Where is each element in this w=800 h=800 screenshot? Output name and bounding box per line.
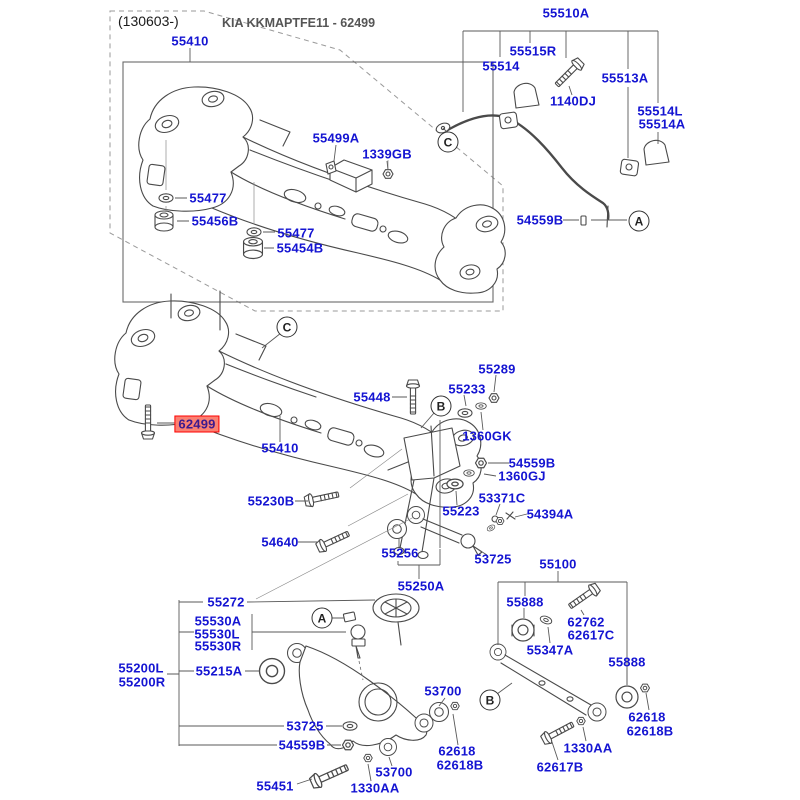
part-label-55510A-7[interactable]: 55510A bbox=[542, 5, 590, 21]
part-label-62618B-46[interactable]: 62618B bbox=[436, 757, 484, 773]
part-label-55200L-36[interactable]: 55200L bbox=[118, 660, 164, 676]
part-label-55515R-8[interactable]: 55515R bbox=[509, 43, 557, 59]
part-label-55410-20[interactable]: 55410 bbox=[261, 440, 299, 456]
part-label-55530L-34[interactable]: 55530L bbox=[194, 626, 240, 642]
part-label-55200R-37[interactable]: 55200R bbox=[118, 674, 166, 690]
part-label-62617B-55[interactable]: 62617B bbox=[536, 759, 584, 775]
part-label-55514A-13[interactable]: 55514A bbox=[638, 116, 686, 132]
part-label-54394A-25[interactable]: 54394A bbox=[526, 506, 574, 522]
part-label-55477-3[interactable]: 55477 bbox=[189, 190, 227, 206]
crossmember-main bbox=[115, 291, 481, 559]
part-label-55514L-12[interactable]: 55514L bbox=[637, 103, 683, 119]
part-label-55477-5[interactable]: 55477 bbox=[277, 225, 315, 241]
part-label-55233-17[interactable]: 55233 bbox=[448, 381, 486, 397]
part-label-55454B-6[interactable]: 55454B bbox=[276, 240, 324, 256]
ref-bubble-C-0: C bbox=[438, 132, 459, 153]
part-label-55289-16[interactable]: 55289 bbox=[478, 361, 516, 377]
part-label-55230B-26[interactable]: 55230B bbox=[247, 493, 295, 509]
part-label-55513A-11[interactable]: 55513A bbox=[601, 70, 649, 86]
part-label-55448-15[interactable]: 55448 bbox=[353, 389, 391, 405]
part-label-54559B-21[interactable]: 54559B bbox=[508, 455, 556, 471]
ref-bubble-C-2: C bbox=[277, 317, 298, 338]
part-label-1140DJ-10[interactable]: 1140DJ bbox=[549, 93, 597, 109]
part-label-62618-45[interactable]: 62618 bbox=[438, 743, 476, 759]
part-label-55499A-1[interactable]: 55499A bbox=[312, 130, 360, 146]
part-label-54559B-14[interactable]: 54559B bbox=[516, 212, 564, 228]
diagram-title: KIA KKMAPTFE11 - 62499 bbox=[222, 16, 376, 30]
ref-bubble-B-5: B bbox=[480, 690, 501, 711]
code-prefix: (130603-) bbox=[118, 13, 179, 29]
part-label-62618-52[interactable]: 62618 bbox=[628, 709, 666, 725]
part-label-1330AA-54[interactable]: 1330AA bbox=[563, 740, 613, 756]
part-label-55888-51[interactable]: 55888 bbox=[608, 654, 646, 670]
ref-bubble-A-1: A bbox=[629, 211, 650, 232]
ref-bubble-B-3: B bbox=[431, 396, 452, 417]
part-label-55256-28[interactable]: 55256 bbox=[381, 545, 419, 561]
part-label-54640-27[interactable]: 54640 bbox=[261, 534, 299, 550]
part-label-55272-32[interactable]: 55272 bbox=[207, 594, 245, 610]
part-label-1339GB-2[interactable]: 1339GB bbox=[362, 146, 412, 162]
part-label-53725-29[interactable]: 53725 bbox=[474, 551, 512, 567]
part-label-55215A-38[interactable]: 55215A bbox=[195, 663, 243, 679]
part-label-55451-41[interactable]: 55451 bbox=[256, 778, 294, 794]
part-label-53700-43[interactable]: 53700 bbox=[375, 764, 413, 780]
part-label-55410-0[interactable]: 55410 bbox=[171, 33, 209, 49]
part-label-62499-19[interactable]: 62499 bbox=[174, 416, 219, 433]
part-label-55456B-4[interactable]: 55456B bbox=[191, 213, 239, 229]
part-label-1360GJ-22[interactable]: 1360GJ bbox=[498, 468, 546, 484]
part-label-54559B-40[interactable]: 54559B bbox=[278, 737, 326, 753]
part-label-62618B-53[interactable]: 62618B bbox=[626, 723, 674, 739]
part-label-53700-44[interactable]: 53700 bbox=[424, 683, 462, 699]
part-label-55250A-30[interactable]: 55250A bbox=[397, 578, 445, 594]
part-label-55888-47[interactable]: 55888 bbox=[506, 594, 544, 610]
part-label-62617C-49[interactable]: 62617C bbox=[567, 627, 615, 643]
part-label-1360GK-18[interactable]: 1360GK bbox=[462, 428, 512, 444]
part-label-55347A-50[interactable]: 55347A bbox=[526, 642, 574, 658]
part-label-55223-24[interactable]: 55223 bbox=[442, 503, 480, 519]
part-label-55530A-33[interactable]: 55530A bbox=[194, 613, 242, 629]
part-label-62762-48[interactable]: 62762 bbox=[567, 614, 605, 630]
part-label-55530R-35[interactable]: 55530R bbox=[194, 638, 242, 654]
part-label-53371C-23[interactable]: 53371C bbox=[478, 490, 526, 506]
part-label-55100-31[interactable]: 55100 bbox=[539, 556, 577, 572]
part-label-55514-9[interactable]: 55514 bbox=[482, 58, 520, 74]
part-label-1330AA-42[interactable]: 1330AA bbox=[350, 780, 400, 796]
ref-bubble-A-4: A bbox=[312, 608, 333, 629]
part-label-53725-39[interactable]: 53725 bbox=[286, 718, 324, 734]
